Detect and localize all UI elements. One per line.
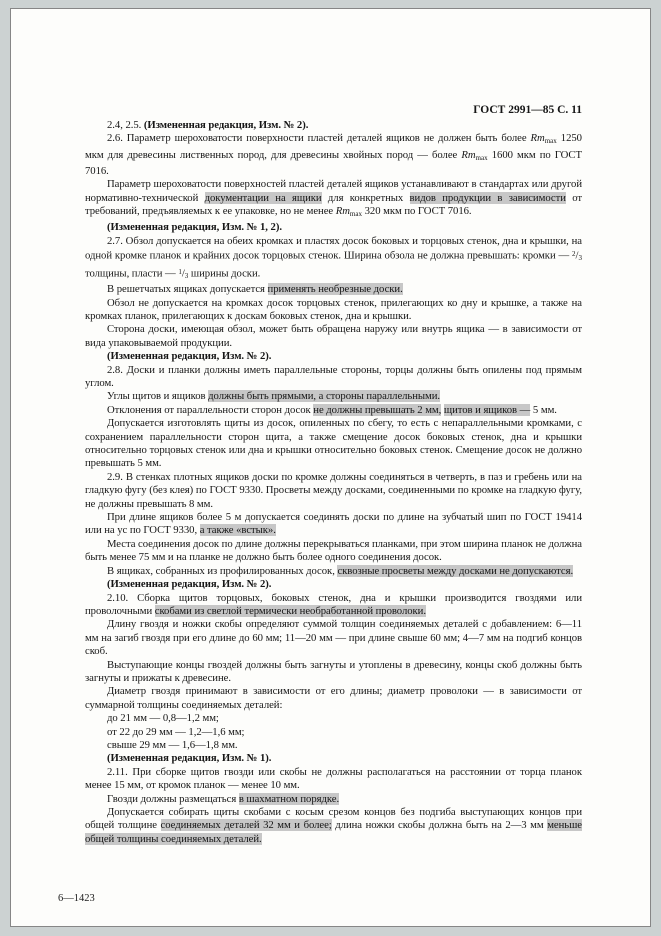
text-segment: до 21 мм — 0,8—1,2 мм;: [107, 712, 219, 725]
document-id: ГОСТ 2991—85 С. 11: [473, 104, 582, 116]
text-segment: 3: [578, 254, 582, 263]
text-segment: (Измененная редакция, Изм. № 1).: [107, 752, 272, 765]
text-segment: (Измененная редакция, Изм. № 2).: [107, 578, 272, 591]
text-segment: Rm: [335, 204, 350, 217]
text-segment: 2.8. Доски и планки должны иметь параллельные стороны, торцы должны быть опилены под прямым углом.: [85, 363, 582, 389]
text-segment: 1: [178, 267, 182, 276]
paragraph: [85, 417, 582, 471]
amendment-note: [85, 752, 582, 765]
amendment-note: [85, 350, 582, 363]
text-segment: сквозные просветы между досками не допускаются.: [337, 564, 574, 577]
text-segment: в шахматном порядке.: [238, 792, 340, 805]
amendment-note: [85, 578, 582, 591]
paragraph: [85, 806, 582, 846]
text-segment: не должны превышать 2 мм,: [313, 403, 442, 416]
text-segment: применять необрезные доски.: [267, 283, 403, 296]
section-2-10: [85, 592, 582, 619]
section-2-6: [85, 132, 582, 178]
text-segment: 1600 мкм по ГОСТ 7016.: [85, 148, 582, 177]
text-segment: /: [575, 249, 579, 262]
paragraph: [85, 297, 582, 324]
text-segment: длина ножки скобы должна быть на 2—3 мм: [331, 819, 548, 832]
section-2-11: [85, 766, 582, 793]
text-segment: Обзол не допускается на кромках досок торцовых стенок, прилегающих ко дну и крышке, а также на кромках планок, прилегающих к доскам боковых стенок, дна и крышки.: [85, 296, 582, 322]
paragraph: [85, 178, 582, 221]
text-segment: /: [181, 267, 185, 279]
list-item: [85, 712, 582, 725]
text-segment: 320 мкм по ГОСТ 7016.: [362, 204, 472, 217]
document-body: [85, 119, 582, 846]
paragraph: [85, 659, 582, 686]
text-segment: Параметр шероховатости поверхностей пластей деталей ящиков устанавливают в стандартах или другой нормативно-технической: [85, 178, 582, 204]
text-segment: а также «встык».: [199, 524, 276, 537]
text-segment: 2.10. Сборка щитов торцовых, боковых стенок, дна и крышки производится гвоздями или проволочными: [85, 591, 582, 617]
text-segment: В решетчатых ящиках допускается: [107, 283, 268, 296]
text-segment: соединяемых деталей 32 мм и более;: [160, 819, 332, 832]
paragraph: [85, 404, 582, 417]
text-segment: Rm: [461, 148, 476, 161]
text-segment: 2.11. При сборке щитов гвозди или скобы не должны располагаться на расстоянии от торца планок менее 15 мм, от кромок планок — менее 10 мм.: [85, 765, 582, 792]
section-2-7: [85, 235, 582, 284]
section-2-8: [85, 364, 582, 391]
text-segment: видов продукции в зависимости: [409, 191, 566, 204]
text-segment: 1250 мкм для древесины лиственных пород, для древесины хвойных пород — более: [85, 132, 582, 161]
text-segment: Rm: [530, 132, 545, 145]
paragraph: [85, 618, 582, 658]
text-segment: для конкретных: [321, 191, 410, 204]
list-item: [85, 739, 582, 752]
text-segment: При длине ящиков более 5 м допускается соединять доски по длине на зубчатый шип по ГОСТ 19414 или на ус по ГОСТ 9330,: [85, 511, 582, 537]
text-segment: max: [349, 209, 363, 218]
text-segment: скобами из светлой термически необработанной проволоки.: [154, 604, 426, 617]
text-segment: щитов и ящиков —: [443, 403, 531, 416]
text-segment: документации на ящики: [204, 191, 322, 204]
text-segment: 3: [184, 271, 189, 280]
page-header: [85, 104, 582, 116]
paragraph: [85, 283, 582, 296]
text-segment: от требований, предъявляемых к ее упаковке, но не менее: [85, 191, 582, 217]
paragraph: [85, 390, 582, 403]
page-footer: [58, 893, 95, 904]
text-segment: должны быть прямыми, а стороны параллельными.: [208, 390, 441, 403]
text-segment: 2: [572, 249, 576, 258]
text-segment: В ящиках, собранных из профилированных досок,: [107, 564, 338, 577]
paragraph: [85, 685, 582, 712]
text-segment: Гвозди должны размещаться: [107, 792, 239, 805]
text-segment: ширины доски.: [188, 267, 261, 279]
text-segment: Допускается изготовлять щиты из досок, опиленных по сбегу, то есть с непараллельными кромками, с сохранением параллельности сторон щита, а также смещение досок боковых стенок, дна и крышки относительно торцовых стенок или дна и крышки относительно боковых стенок. Смещение досок не должно превышать 5 мм.: [85, 417, 582, 470]
paragraph: [85, 323, 582, 350]
text-segment: max: [475, 153, 488, 162]
text-segment: max: [544, 137, 557, 146]
paragraph: [85, 565, 582, 578]
paragraph: [85, 538, 582, 565]
text-segment: Углы щитов и ящиков: [107, 390, 209, 403]
text-segment: (Измененная редакция, Изм. № 2).: [143, 119, 309, 131]
text-segment: Диаметр гвоздя принимают в зависимости от его длины; диаметр проволоки — в зависимости от суммарной толщины соединяемых деталей:: [85, 685, 582, 711]
text-segment: (Измененная редакция, Изм. № 1, 2).: [107, 221, 282, 234]
text-segment: меньше общей толщины соединяемых деталей.: [85, 819, 582, 845]
section-2-9: [85, 471, 582, 511]
text-segment: (Измененная редакция, Изм. № 2).: [107, 350, 272, 363]
text-segment: Сторона доски, имеющая обзол, может быть обращена наружу или внутрь ящика — в зависимости от вида упаковываемой продукции.: [85, 323, 582, 349]
list-item: [85, 726, 582, 739]
text-segment: 2.6. Параметр шероховатости поверхности пластей деталей ящиков не должен быть более: [107, 132, 531, 145]
paragraph: [85, 511, 582, 538]
text-segment: от 22 до 29 мм — 1,2—1,6 мм;: [107, 725, 245, 738]
text-segment: Места соединения досок по длине должны перекрываться планками, при этом ширина планок не должна быть менее 75 мм и на планке не должно быть более одного соединения досок.: [85, 537, 582, 564]
text-segment: 5 мм.: [530, 403, 557, 416]
paper: [10, 8, 651, 927]
text-segment: Длину гвоздя и ножки скобы определяют суммой толщин соединяемых деталей с добавлением: 6—11 мм на загиб гвоздя при его длине до 60 мм; 11—20 мм — при длине свыше 60 мм; 4—7 мм на подгиб концов скоб.: [85, 618, 582, 658]
print-order-code: 6—1423: [58, 893, 95, 904]
text-segment: Отклонения от параллельности сторон досок: [107, 403, 314, 416]
text-segment: Допускается собирать щиты скобами с косым срезом концов без подгиба выступающих концов при общей толщине: [85, 806, 582, 832]
section-2-4-2-5: [85, 119, 582, 132]
text-segment: свыше 29 мм — 1,6—1,8 мм.: [107, 738, 238, 751]
text-segment: 2.4, 2.5.: [107, 119, 144, 131]
text-segment: 2.7. Обзол допускается на обеих кромках и пластях досок боковых и торцовых стенок, дна и крышки, на одной кромке планок и крайних досок торцовых стенок. Ширина обзола не должна превышать: кромки —: [85, 234, 582, 262]
text-segment: 2.9. В стенках плотных ящиков доски по кромке должны соединяться в четверть, в паз и гребень или на гладкую фугу (без клея) по ГОСТ 9330. Просветы между досками, соединенными по кромке на гладкую фугу, не должны превышать 8 мм.: [85, 470, 582, 510]
paragraph: [85, 793, 582, 806]
amendment-note: [85, 221, 582, 234]
text-segment: Выступающие концы гвоздей должны быть загнуты и утоплены в древесину, концы скоб должны быть загнуты и прижаты к древесине.: [85, 658, 582, 684]
text-segment: толщины, пласти —: [85, 267, 179, 279]
